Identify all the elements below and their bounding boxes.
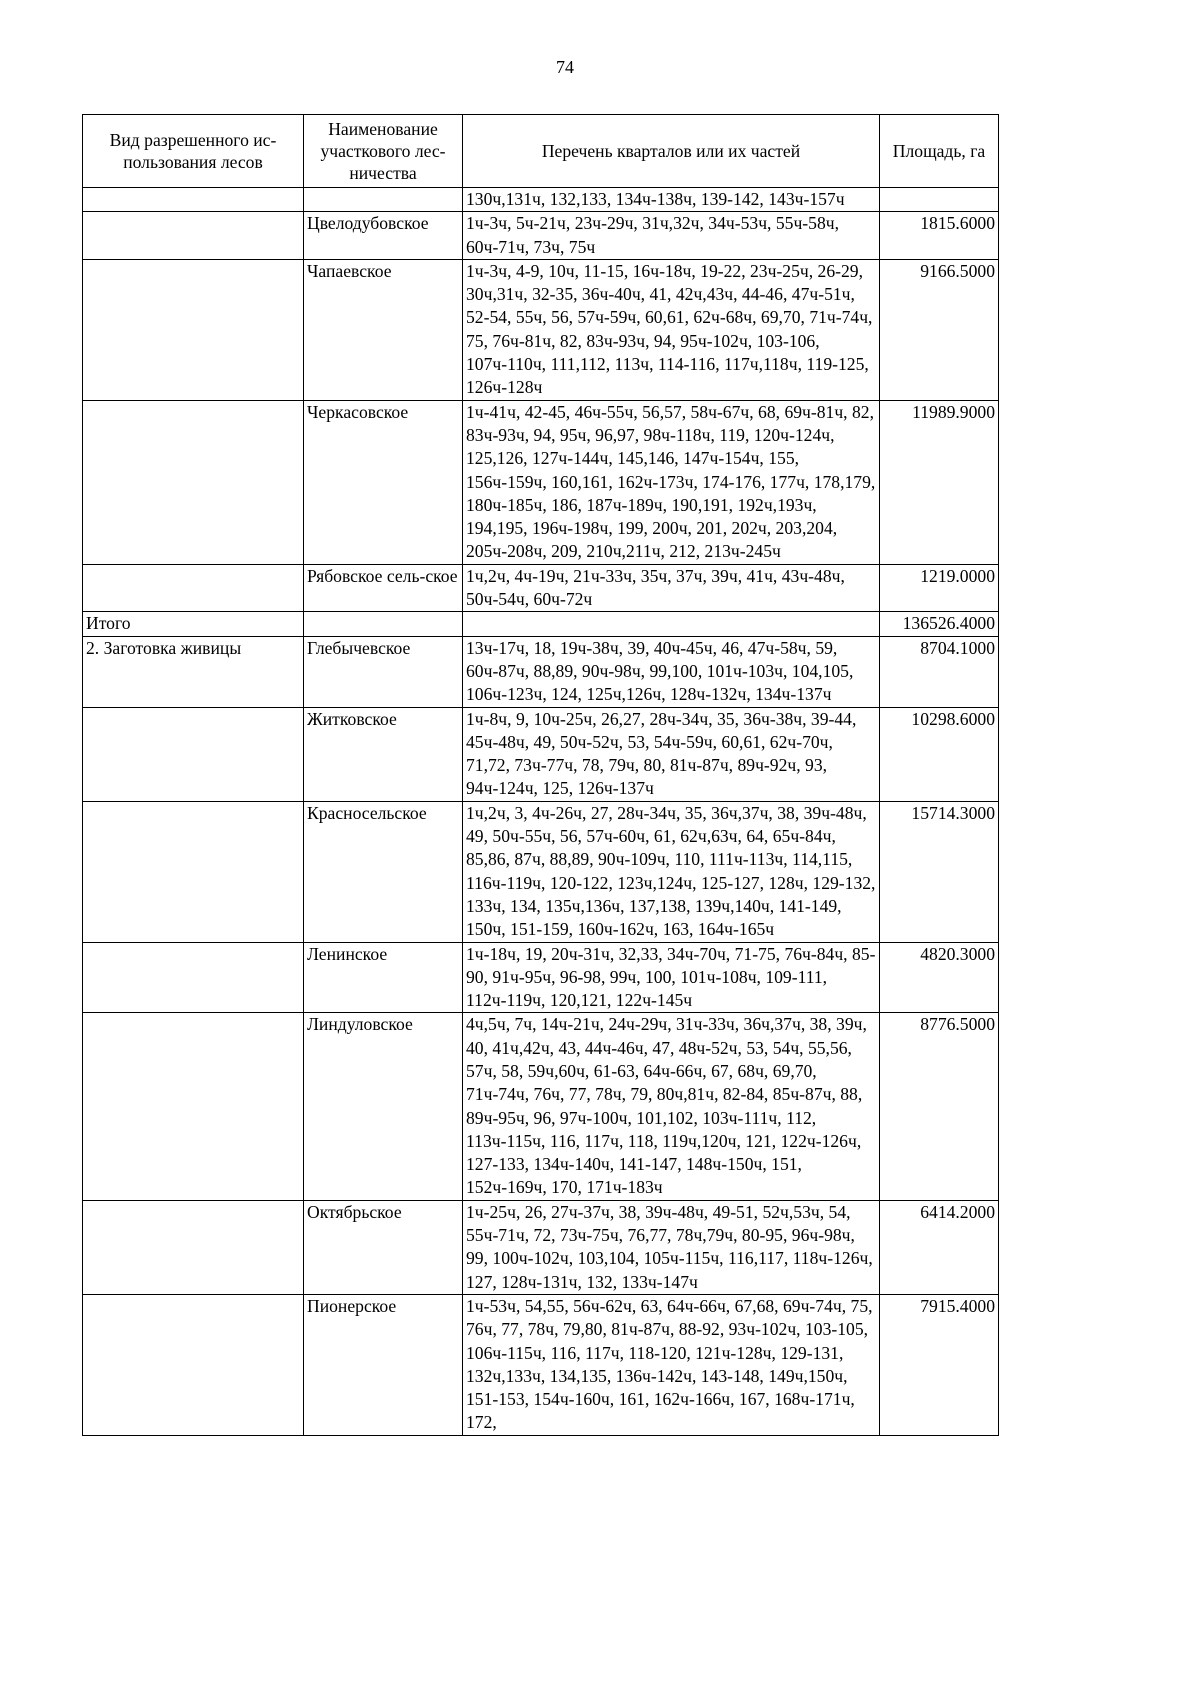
area-cell: 9166.5000	[880, 259, 999, 400]
area-cell: 6414.2000	[880, 1200, 999, 1294]
use-type-cell	[83, 1294, 304, 1435]
table-row	[83, 1013, 999, 1200]
use-type-cell	[83, 188, 304, 212]
table-row	[83, 400, 999, 564]
table-row	[83, 564, 999, 612]
total-label: Итого	[83, 612, 304, 636]
forestry-cell: Цвелодубовское	[304, 212, 463, 260]
table-row	[83, 801, 999, 942]
total-empty-quarters	[463, 612, 880, 636]
table-row	[83, 942, 999, 1013]
forest-use-table	[82, 114, 999, 1436]
quarters-cell: 13ч-17ч, 18, 19ч-38ч, 39, 40ч-45ч, 46, 47ч-58ч, 59, 60ч-87ч, 88,89, 90ч-98ч, 99,100, 101ч-103ч, 104,105, 106ч-123ч, 124, 125ч,126ч, 128ч-132ч, 134ч-137ч	[463, 636, 880, 707]
quarters-cell: 1ч-3ч, 5ч-21ч, 23ч-29ч, 31ч,32ч, 34ч-53ч, 55ч-58ч, 60ч-71ч, 73ч, 75ч	[463, 212, 880, 260]
use-type-cell	[83, 400, 304, 564]
use-type-cell	[83, 564, 304, 612]
header-quarters: Перечень кварталов или их частей	[463, 115, 880, 188]
table-row	[83, 636, 999, 707]
quarters-cell: 1ч,2ч, 3, 4ч-26ч, 27, 28ч-34ч, 35, 36ч,37ч, 38, 39ч-48ч, 49, 50ч-55ч, 56, 57ч-60ч, 61, 62ч,63ч, 64, 65ч-84ч, 85,86, 87ч, 88,89, 90ч-109ч, 110, 111ч-113ч, 114,115, 116ч-119ч, 120-122, 123ч,124ч, 125-127, 128ч, 129-132, 133ч, 134, 135ч,136ч, 137,138, 139ч,140ч, 141-149, 150ч, 151-159, 160ч-162ч, 163, 164ч-165ч	[463, 801, 880, 942]
use-type-cell	[83, 1013, 304, 1200]
forestry-cell: Линдуловское	[304, 1013, 463, 1200]
use-type-cell	[83, 212, 304, 260]
area-cell: 1815.6000	[880, 212, 999, 260]
forestry-cell: Черкасовское	[304, 400, 463, 564]
quarters-cell: 1ч-8ч, 9, 10ч-25ч, 26,27, 28ч-34ч, 35, 36ч-38ч, 39-44, 45ч-48ч, 49, 50ч-52ч, 53, 54ч-59ч, 60,61, 62ч-70ч, 71,72, 73ч-77ч, 78, 79ч, 80, 81ч-87ч, 89ч-92ч, 93, 94ч-124ч, 125, 126ч-137ч	[463, 707, 880, 801]
area-cell: 8704.1000	[880, 636, 999, 707]
total-empty-forestry	[304, 612, 463, 636]
area-cell	[880, 188, 999, 212]
forestry-cell: Ленинское	[304, 942, 463, 1013]
area-cell: 1219.0000	[880, 564, 999, 612]
use-type-cell	[83, 1200, 304, 1294]
table-header-row	[83, 115, 999, 188]
header-area: Площадь, га	[880, 115, 999, 188]
quarters-cell: 1ч-18ч, 19, 20ч-31ч, 32,33, 34ч-70ч, 71-75, 76ч-84ч, 85-90, 91ч-95ч, 96-98, 99ч, 100, 101ч-108ч, 109-111, 112ч-119ч, 120,121, 122ч-145ч	[463, 942, 880, 1013]
page-number: 74	[556, 57, 574, 77]
total-row	[83, 612, 999, 636]
forestry-cell: Пионерское	[304, 1294, 463, 1435]
forestry-cell: Октябрьское	[304, 1200, 463, 1294]
table-row	[83, 259, 999, 400]
table-row	[83, 707, 999, 801]
use-type-cell: 2. Заготовка живицы	[83, 636, 304, 707]
forestry-cell: Красносельское	[304, 801, 463, 942]
area-cell: 7915.4000	[880, 1294, 999, 1435]
area-cell: 10298.6000	[880, 707, 999, 801]
area-cell: 4820.3000	[880, 942, 999, 1013]
use-type-cell	[83, 801, 304, 942]
quarters-cell: 1ч,2ч, 4ч-19ч, 21ч-33ч, 35ч, 37ч, 39ч, 41ч, 43ч-48ч, 50ч-54ч, 60ч-72ч	[463, 564, 880, 612]
table-row	[83, 1200, 999, 1294]
forestry-cell: Глебычевское	[304, 636, 463, 707]
quarters-cell: 1ч-3ч, 4-9, 10ч, 11-15, 16ч-18ч, 19-22, 23ч-25ч, 26-29, 30ч,31ч, 32-35, 36ч-40ч, 41, 42ч,43ч, 44-46, 47ч-51ч, 52-54, 55ч, 56, 57ч-59ч, 60,61, 62ч-68ч, 69,70, 71ч-74ч, 75, 76ч-81ч, 82, 83ч-93ч, 94, 95ч-102ч, 103-106, 107ч-110ч, 111,112, 113ч, 114-116, 117ч,118ч, 119-125, 126ч-128ч	[463, 259, 880, 400]
quarters-cell: 1ч-41ч, 42-45, 46ч-55ч, 56,57, 58ч-67ч, 68, 69ч-81ч, 82, 83ч-93ч, 94, 95ч, 96,97, 98ч-118ч, 119, 120ч-124ч, 125,126, 127ч-144ч, 145,146, 147ч-154ч, 155, 156ч-159ч, 160,161, 162ч-173ч, 174-176, 177ч, 178,179, 180ч-185ч, 186, 187ч-189ч, 190,191, 192ч,193ч, 194,195, 196ч-198ч, 199, 200ч, 201, 202ч, 203,204, 205ч-208ч, 209, 210ч,211ч, 212, 213ч-245ч	[463, 400, 880, 564]
forestry-cell: Чапаевское	[304, 259, 463, 400]
table-row	[83, 188, 999, 212]
forestry-cell: Житковское	[304, 707, 463, 801]
total-area: 136526.4000	[880, 612, 999, 636]
forestry-cell: Рябовское сель-ское	[304, 564, 463, 612]
use-type-cell	[83, 942, 304, 1013]
forestry-cell	[304, 188, 463, 212]
quarters-cell: 1ч-53ч, 54,55, 56ч-62ч, 63, 64ч-66ч, 67,68, 69ч-74ч, 75, 76ч, 77, 78ч, 79,80, 81ч-87ч, 88-92, 93ч-102ч, 103-105, 106ч-115ч, 116, 117ч, 118-120, 121ч-128ч, 129-131, 132ч,133ч, 134,135, 136ч-142ч, 143-148, 149ч,150ч, 151-153, 154ч-160ч, 161, 162ч-166ч, 167, 168ч-171ч, 172,	[463, 1294, 880, 1435]
table-row	[83, 1294, 999, 1435]
area-cell: 8776.5000	[880, 1013, 999, 1200]
use-type-cell	[83, 259, 304, 400]
quarters-cell: 4ч,5ч, 7ч, 14ч-21ч, 24ч-29ч, 31ч-33ч, 36ч,37ч, 38, 39ч, 40, 41ч,42ч, 43, 44ч-46ч, 47, 48ч-52ч, 53, 54ч, 55,56, 57ч, 58, 59ч,60ч, 61-63, 64ч-66ч, 67, 68ч, 69,70, 71ч-74ч, 76ч, 77, 78ч, 79, 80ч,81ч, 82-84, 85ч-87ч, 88, 89ч-95ч, 96, 97ч-100ч, 101,102, 103ч-111ч, 112, 113ч-115ч, 116, 117ч, 118, 119ч,120ч, 121, 122ч-126ч, 127-133, 134ч-140ч, 141-147, 148ч-150ч, 151, 152ч-169ч, 170, 171ч-183ч	[463, 1013, 880, 1200]
quarters-cell: 1ч-25ч, 26, 27ч-37ч, 38, 39ч-48ч, 49-51, 52ч,53ч, 54, 55ч-71ч, 72, 73ч-75ч, 76,77, 78ч,79ч, 80-95, 96ч-98ч, 99, 100ч-102ч, 103,104, 105ч-115ч, 116,117, 118ч-126ч, 127, 128ч-131ч, 132, 133ч-147ч	[463, 1200, 880, 1294]
quarters-cell: 130ч,131ч, 132,133, 134ч-138ч, 139-142, 143ч-157ч	[463, 188, 880, 212]
header-use-type: Вид разрешенного ис-пользования лесов	[83, 115, 304, 188]
table-row	[83, 212, 999, 260]
header-forestry: Наименование участкового лес-ничества	[304, 115, 463, 188]
area-cell: 15714.3000	[880, 801, 999, 942]
area-cell: 11989.9000	[880, 400, 999, 564]
use-type-cell	[83, 707, 304, 801]
